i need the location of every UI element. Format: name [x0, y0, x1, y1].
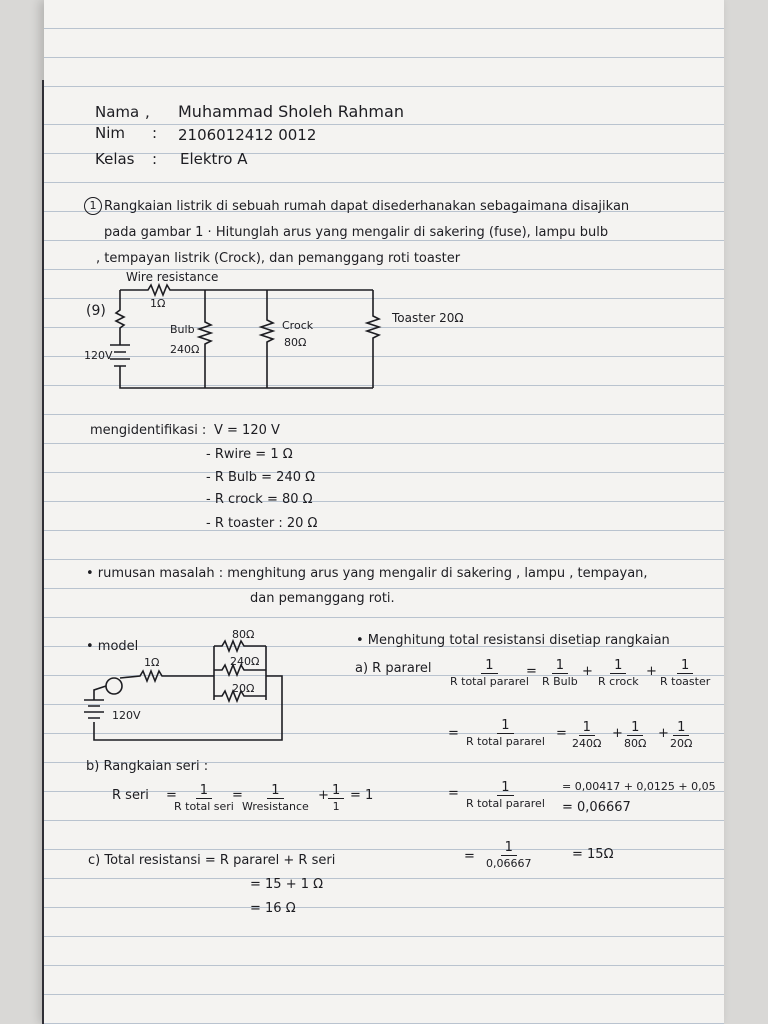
frac-numerator: 1 — [579, 720, 595, 736]
frac-denominator: R toaster — [660, 675, 711, 688]
toaster-label: Toaster 20Ω — [392, 311, 464, 325]
total-line-3: = 16 Ω — [250, 901, 296, 916]
parallel-result: = 15Ω — [572, 847, 614, 862]
frac-denominator: 1 — [332, 800, 340, 813]
frac-numerator: 1 — [328, 783, 344, 799]
equals-sign: = — [526, 664, 537, 679]
frac-denominator: R total pararel — [466, 735, 545, 748]
equals-sign: = — [166, 788, 177, 803]
fraction-lhs — [464, 780, 547, 811]
model-r1: 1Ω — [144, 656, 160, 669]
identify-item: - R toaster : 20 Ω — [206, 516, 318, 531]
series-rseri: R seri — [112, 788, 149, 803]
frac-numerator: 1 — [267, 783, 283, 799]
wire-label: Wire resistance — [126, 270, 219, 284]
kelas-colon: : — [152, 150, 158, 168]
frac-numerator: 1 — [501, 840, 517, 856]
frac-numerator: 1 — [196, 783, 212, 799]
equals-sign: = — [556, 726, 567, 741]
frac-denominator: 0,06667 — [486, 857, 532, 870]
fuse-label: (9) — [86, 303, 106, 319]
frac-denominator: 240Ω — [572, 737, 602, 750]
frac-denominator: R total pararel — [450, 675, 529, 688]
bulb-value: 240Ω — [170, 343, 200, 356]
fraction-wire — [240, 783, 311, 814]
nim-value: 2106012412 0012 — [178, 126, 317, 144]
problem-statement-line-1: • rumusan masalah : menghitung arus yang mengalir di sakering , lampu , tempayan, — [86, 566, 648, 581]
frac-numerator: 1 — [627, 720, 643, 736]
frac-numerator: 1 — [497, 780, 513, 796]
frac-numerator: 1 — [552, 658, 568, 674]
nim-colon: : — [152, 124, 158, 142]
frac-numerator: 1 — [677, 658, 693, 674]
frac-denominator: Wresistance — [242, 800, 309, 813]
plus-sign: + — [612, 726, 623, 741]
plus-sign: + — [646, 664, 657, 679]
name-colon: , — [145, 103, 150, 121]
identify-item: - R Bulb = 240 Ω — [206, 470, 316, 485]
plus-sign: + — [658, 726, 669, 741]
fraction-toaster — [658, 658, 712, 689]
source-label: 120V — [84, 349, 113, 362]
problem-line-3: , tempayan listrik (Crock), dan pemanggang roti toaster — [96, 251, 461, 266]
calc-heading: • Menghitung total resistansi disetiap rangkaian — [356, 633, 670, 648]
fraction-final — [484, 840, 534, 871]
equals-sign: = — [448, 726, 459, 741]
fraction-lhs — [448, 658, 531, 689]
problem-line-1: Rangkaian listrik di sebuah rumah dapat disederhanakan sebagaimana disajikan — [104, 199, 630, 214]
total-line-1: c) Total resistansi = R pararel + R seri — [88, 853, 336, 868]
fraction-series-total — [172, 783, 236, 814]
kelas-label: Kelas — [95, 150, 135, 168]
parallel-inverse-result: = 0,06667 — [562, 800, 631, 815]
kelas-value: Elektro A — [180, 150, 248, 168]
series-result: = 1 — [350, 788, 374, 803]
model-r-top: 80Ω — [232, 628, 255, 641]
frac-denominator: R Bulb — [542, 675, 578, 688]
series-label: b) Rangkaian seri : — [86, 759, 209, 774]
equals-sign: = — [448, 786, 459, 801]
nim-label: Nim — [95, 124, 125, 142]
fraction-lhs — [464, 718, 547, 749]
frac-numerator: 1 — [610, 658, 626, 674]
bulb-label: Bulb — [170, 323, 195, 336]
fraction-crock — [596, 658, 641, 689]
fraction-240 — [570, 720, 603, 751]
fraction-bulb — [540, 658, 580, 689]
parallel-label: a) R pararel — [355, 661, 432, 676]
name-label: Nama — [95, 103, 140, 121]
plus-sign: + — [318, 788, 329, 803]
model-label: • model — [86, 639, 139, 654]
model-r-bot: 20Ω — [232, 682, 255, 695]
name-value: Muhammad Sholeh Rahman — [178, 102, 404, 121]
identify-item: - R crock = 80 Ω — [206, 492, 313, 507]
equals-sign: = — [232, 788, 243, 803]
identify-item: - Rwire = 1 Ω — [206, 447, 293, 462]
problem-line-2: pada gambar 1 · Hitunglah arus yang mengalir di sakering (fuse), lampu bulb — [104, 225, 609, 240]
model-source: 120V — [112, 709, 141, 722]
identify-item: V = 120 V — [214, 423, 280, 438]
problem-number: 1 — [84, 197, 102, 215]
fraction-20 — [668, 720, 694, 751]
frac-denominator: R total seri — [174, 800, 234, 813]
crock-value: 80Ω — [284, 336, 307, 349]
plus-sign: + — [582, 664, 593, 679]
model-r-mid: 240Ω — [230, 655, 260, 668]
equals-sign: = — [464, 849, 475, 864]
frac-numerator: 1 — [481, 658, 497, 674]
total-line-2: = 15 + 1 Ω — [250, 877, 324, 892]
problem-statement-line-2: dan pemanggang roti. — [250, 591, 395, 606]
frac-numerator: 1 — [673, 720, 689, 736]
fraction-one — [328, 783, 344, 814]
frac-denominator: R crock — [598, 675, 639, 688]
crock-label: Crock — [282, 319, 314, 332]
frac-numerator: 1 — [497, 718, 513, 734]
wire-value: 1Ω — [150, 297, 166, 310]
fraction-80 — [622, 720, 648, 751]
frac-denominator: 80Ω — [624, 737, 647, 750]
identify-label: mengidentifikasi : — [90, 423, 207, 438]
frac-denominator: R total pararel — [466, 797, 545, 810]
sum-value: = 0,00417 + 0,0125 + 0,05 — [562, 780, 716, 793]
frac-denominator: 20Ω — [670, 737, 693, 750]
